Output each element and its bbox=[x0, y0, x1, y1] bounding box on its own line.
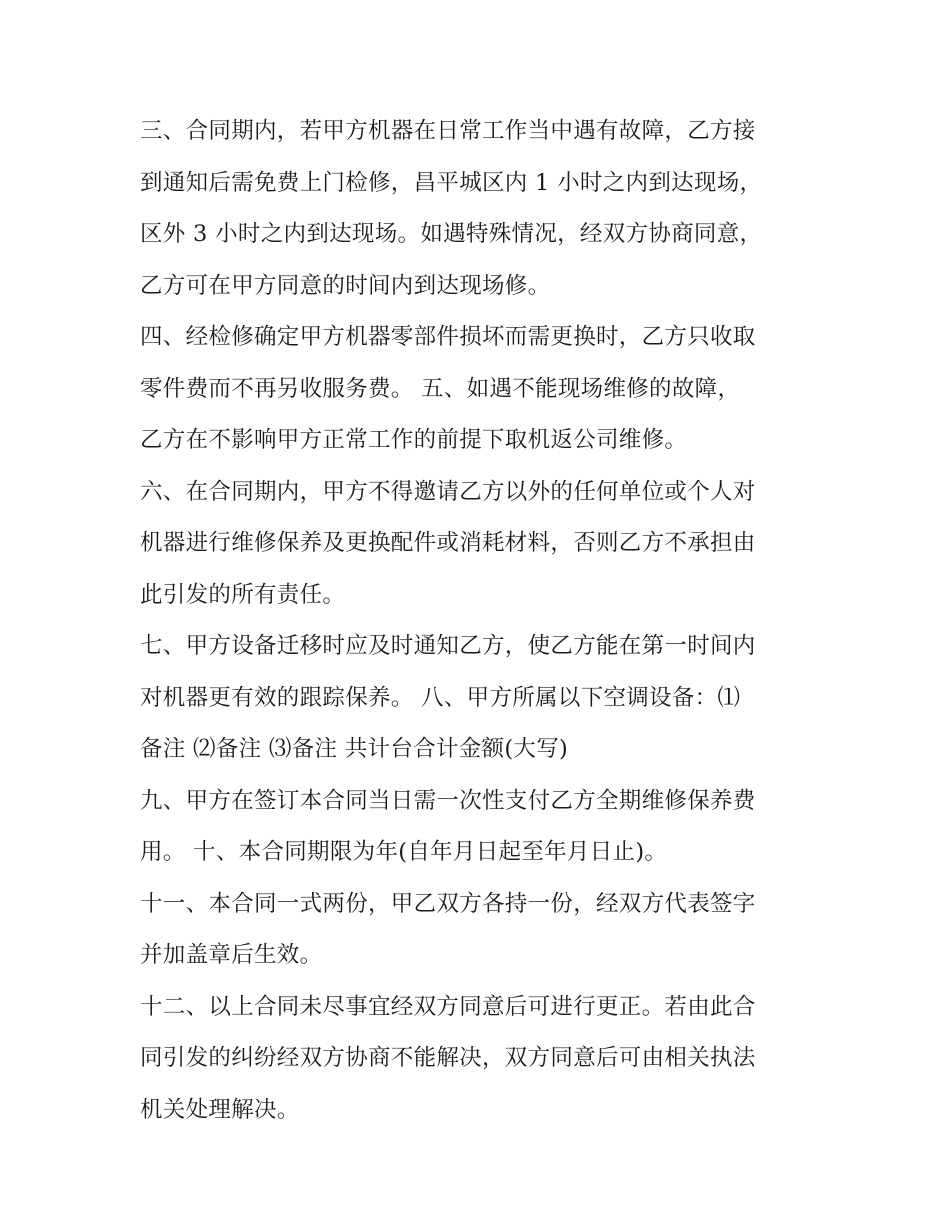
text-line: 十一、本合同一式两份，甲乙双方各持一份，经双方代表签字 bbox=[140, 890, 756, 917]
text-line: 机关处理解决。 bbox=[140, 1096, 300, 1123]
text-line: 此引发的所有责任。 bbox=[140, 581, 346, 608]
text-line: 乙方可在甲方同意的时间内到达现场修。 bbox=[140, 272, 551, 299]
text-line: 零件费而不再另收服务费。 五、如遇不能现场维修的故障， bbox=[140, 375, 741, 402]
text-line: 六、在合同期内，甲方不得邀请乙方以外的任何单位或个人对 bbox=[140, 478, 756, 505]
text-line: 三、合同期内，若甲方机器在日常工作当中遇有故障，乙方接 bbox=[140, 118, 756, 144]
text-line: 九、甲方在签订本合同当日需一次性支付乙方全期维修保养费 bbox=[140, 787, 756, 814]
text-line: 七、甲方设备迁移时应及时通知乙方，使乙方能在第一时间内 bbox=[140, 633, 756, 659]
text-line: 到通知后需免费上门检修，昌平城区内 1 小时之内到达现场， bbox=[140, 169, 763, 196]
text-line: 四、经检修确定甲方机器零部件损坏而需更换时，乙方只收取 bbox=[140, 324, 756, 350]
text-line: 乙方在不影响甲方正常工作的前提下取机返公司维修。 bbox=[140, 427, 688, 453]
contract-text bbox=[140, 106, 820, 1136]
text-line: 十二、以上合同未尽事宜经双方同意后可进行更正。若由此合 bbox=[140, 993, 756, 1020]
text-line: 并加盖章后生效。 bbox=[140, 942, 323, 968]
text-line: 同引发的纠纷经双方协商不能解决，双方同意后可由相关执法 bbox=[140, 1045, 756, 1071]
text-line: 区外 3 小时之内到达现场。如遇特殊情况，经双方协商同意， bbox=[140, 221, 763, 247]
text-line: 机器进行维修保养及更换配件或消耗材料，否则乙方不承担由 bbox=[140, 530, 756, 556]
text-line: 对机器更有效的跟踪保养。 八、甲方所属以下空调设备：⑴ bbox=[140, 684, 741, 711]
text-line: 用。 十、本合同期限为年(自年月日起至年月日止)。 bbox=[140, 839, 668, 865]
text-line: 备注 ⑵备注 ⑶备注 共计台合计金额(大写) bbox=[140, 736, 569, 762]
